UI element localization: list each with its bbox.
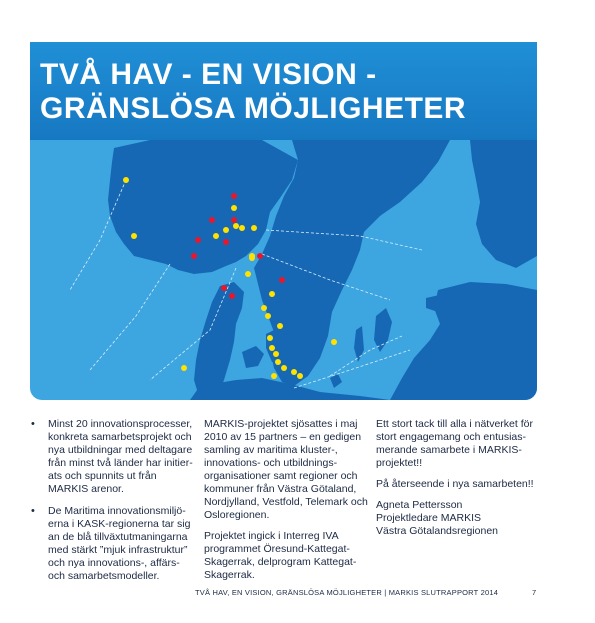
signature-role: Projektledare MARKIS (376, 512, 482, 524)
project-marker (249, 253, 255, 259)
partner-marker (229, 293, 235, 299)
project-marker (245, 271, 251, 277)
land-baltic (390, 282, 537, 400)
project-marker (261, 305, 267, 311)
partner-marker (209, 217, 215, 223)
title-band (30, 42, 537, 140)
land-finland (470, 140, 537, 268)
page-title-line-2: GRÄNSLÖSA MÖJLIGHETER (40, 92, 467, 125)
project-marker (123, 177, 129, 183)
page-title-line-1: TVÅ HAV - EN VISION - (40, 58, 377, 91)
project-marker (223, 227, 229, 233)
land-gotland (374, 308, 392, 352)
column-2 (204, 418, 378, 590)
partner-marker (231, 193, 237, 199)
partner-marker (221, 285, 227, 291)
signature (376, 499, 556, 538)
map-panel (30, 42, 537, 400)
page-number: 7 (532, 588, 537, 597)
land-fyn (242, 346, 264, 368)
project-marker (273, 351, 279, 357)
project-marker (213, 233, 219, 239)
column-1 (26, 418, 193, 592)
paragraph: Ett stort tack till alla i nätverket för stort engagemang och entusias-merande samarbete i MARKIS-projektet!! (376, 418, 533, 469)
signature-name: Agneta Pettersson (376, 499, 463, 511)
project-marker (291, 369, 297, 375)
project-marker (251, 225, 257, 231)
project-marker (275, 359, 281, 365)
bullet-text: De Maritima innovationsmiljö-erna i KASK-regionerna tar sig an de blå tillväxtutmaningarna med stärkt ”mjuk infrastruktur” och nya innovations-, affärs- och samarbetsmodeller. (48, 505, 191, 582)
land-oland (354, 326, 364, 362)
scandinavia-map (30, 140, 537, 400)
project-marker (281, 365, 287, 371)
paragraph: På återseende i nya samarbeten!! (376, 478, 534, 490)
project-marker (267, 335, 273, 341)
project-marker (233, 223, 239, 229)
project-marker (331, 339, 337, 345)
column-3 (376, 418, 556, 538)
partner-marker (231, 217, 237, 223)
paragraph: MARKIS-projektet sjösattes i maj 2010 av 15 partners – en gedigen samling av maritima kluster-, innovations- och utbildnings-organisationer samt regioner och kommuner från Västra Götaland, Nordjylland, Vestfold, Telemark och Osloregionen. (204, 418, 368, 521)
partner-marker (191, 253, 197, 259)
footer-text: TVÅ HAV, EN VISION, GRÄNSLÖSA MÖJLIGHETER | MARKIS SLUTRAPPORT 2014 (195, 588, 499, 597)
partner-marker (223, 239, 229, 245)
project-marker (269, 291, 275, 297)
result-bullets (26, 418, 193, 583)
bullet-item (26, 505, 193, 583)
bullet-item (26, 418, 193, 496)
partner-marker (257, 253, 263, 259)
signature-org: Västra Götalandsregionen (376, 525, 498, 537)
project-marker (269, 345, 275, 351)
bullet-text: Minst 20 innovationsprocesser, konkreta samarbetsprojekt och nya utbildningar med deltagare från minst två länder har initier-ats och spunnits ut från MARKIS arenor. (48, 418, 193, 495)
project-marker (265, 313, 271, 319)
project-marker (131, 233, 137, 239)
land-bornholm (330, 374, 342, 388)
project-marker (297, 373, 303, 379)
project-marker (231, 205, 237, 211)
project-marker (277, 323, 283, 329)
page-title (40, 58, 466, 126)
partner-marker (195, 237, 201, 243)
project-marker (239, 225, 245, 231)
partner-marker (279, 277, 285, 283)
bullet-dot-icon: • (31, 418, 35, 430)
project-marker (181, 365, 187, 371)
project-marker (271, 373, 277, 379)
paragraph: Projektet ingick i Interreg IVA programmet Öresund-Kattegat-Skagerrak, delprogram Kattegat-Skagerrak. (204, 530, 357, 581)
bullet-dot-icon: • (31, 505, 35, 517)
